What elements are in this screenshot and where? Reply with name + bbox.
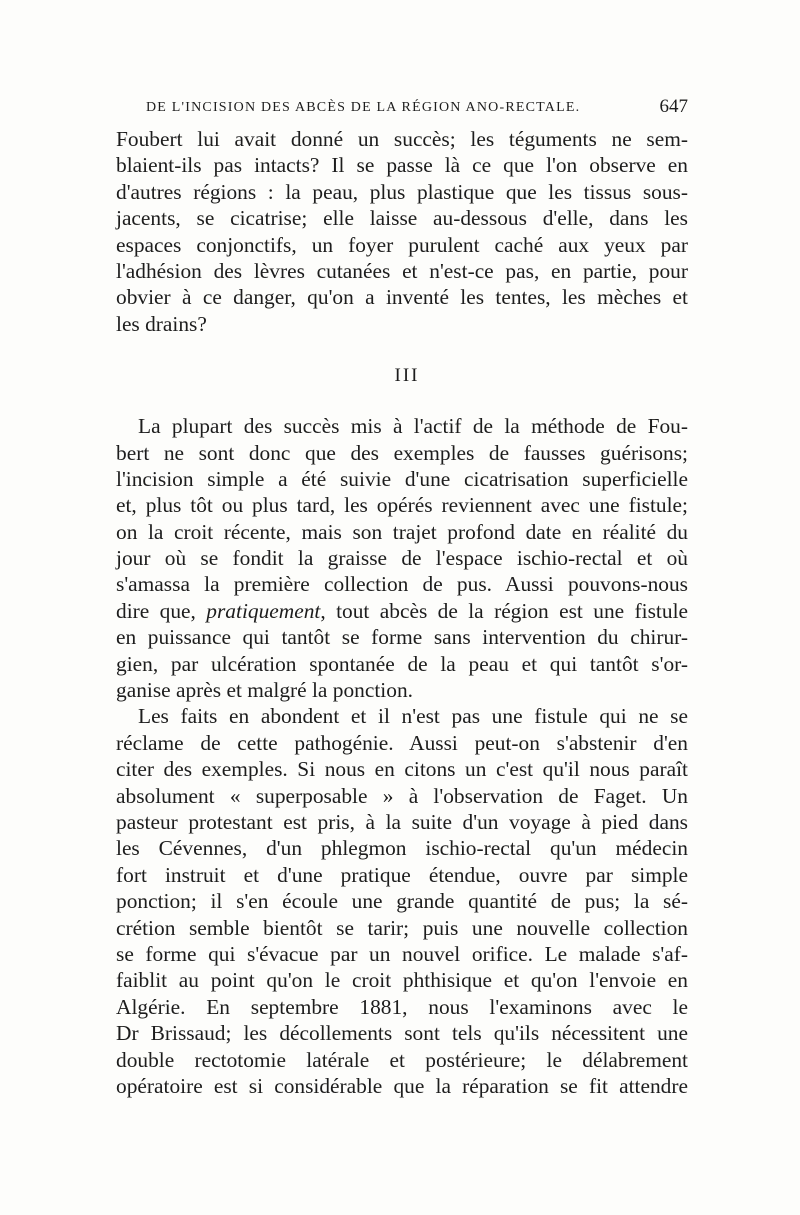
text-line: ponction; il s'en écoule une grande quantité de pus; la sé- — [116, 889, 688, 914]
text-line: s'amassa la première collection de pus. Aussi pouvons-nous — [116, 572, 688, 597]
paragraph-1 — [116, 126, 688, 337]
text-line: les drains? — [116, 311, 207, 336]
text-line: jour où se fondit la graisse de l'espace ischio-rectal et où — [116, 546, 688, 571]
text-line: bert ne sont donc que des exemples de fausses guérisons; — [116, 440, 688, 465]
text-line: Dr Brissaud; les décollements sont tels qu'ils nécessitent une — [116, 1021, 688, 1046]
text-line: blaient-ils pas intacts? Il se passe là ce que l'on observe en — [116, 153, 688, 178]
text-line: absolument « superposable » à l'observation de Faget. Un — [116, 783, 688, 808]
text-line: double rectotomie latérale et postérieure; le délabrement — [116, 1047, 688, 1072]
paragraph-2 — [116, 413, 688, 703]
paragraph-3 — [116, 703, 688, 1099]
text-line: d'autres régions : la peau, plus plastique que les tissus sous- — [116, 179, 688, 204]
text-line: Foubert lui avait donné un succès; les téguments ne sem- — [116, 127, 688, 151]
text-line: en puissance qui tantôt se forme sans intervention du chirur- — [116, 625, 688, 650]
text-line: ganise après et malgré la ponction. — [116, 678, 413, 703]
running-title: DE L'INCISION DES ABCÈS DE LA RÉGION ANO-RECTALE. — [146, 100, 581, 115]
text-line: citer des exemples. Si nous en citons un c'est qu'il nous paraît — [116, 757, 688, 782]
text-line: pasteur protestant est pris, à la suite d'un voyage à pied dans — [116, 809, 688, 834]
text-line: Algérie. En septembre 1881, nous l'examinons avec le — [116, 994, 688, 1019]
text-line: et, plus tôt ou plus tard, les opérés reviennent avec une fistule; — [116, 493, 688, 518]
book-page — [116, 92, 688, 1099]
text-line: les Cévennes, d'un phlegmon ischio-rectal qu'un médecin — [116, 836, 688, 861]
text-line-italic — [116, 598, 688, 624]
text-line: faiblit au point qu'on le croit phthisique et qu'on l'envoie en — [116, 968, 688, 993]
body-text — [116, 126, 688, 1099]
section-heading: III — [394, 365, 420, 387]
text-segment: , tout abcès de la région est une fistule — [320, 598, 689, 623]
text-segment: dire que, — [116, 598, 207, 623]
text-line: se forme qui s'évacue par un nouvel orifice. Le malade s'af- — [116, 941, 688, 966]
text-line: espaces conjonctifs, un foyer purulent caché aux yeux par — [116, 232, 688, 257]
page-number: 647 — [659, 96, 688, 117]
text-line: crétion semble bientôt se tarir; puis une nouvelle collection — [116, 915, 688, 940]
text-line: gien, par ulcération spontanée de la peau et qui tantôt s'or- — [116, 651, 688, 676]
text-line: on la croit récente, mais son trajet profond date en réalité du — [116, 519, 688, 544]
text-line: l'adhésion des lèvres cutanées et n'est-ce pas, en partie, pour — [116, 258, 688, 283]
text-line: l'incision simple a été suivie d'une cicatrisation superficielle — [116, 466, 688, 491]
text-line: opératoire est si considérable que la réparation se fit attendre — [116, 1073, 688, 1098]
text-line: réclame de cette pathogénie. Aussi peut-on s'abstenir d'en — [116, 730, 688, 755]
text-line: Les faits en abondent et il n'est pas une fistule qui ne se — [138, 704, 688, 729]
text-line: La plupart des succès mis à l'actif de la méthode de Fou- — [138, 414, 688, 439]
text-line: obvier à ce danger, qu'on a inventé les tentes, les mèches et — [116, 285, 688, 310]
text-line: fort instruit et d'une pratique étendue, ouvre par simple — [116, 862, 688, 887]
italic-term: pratiquement — [206, 598, 321, 623]
running-head — [116, 92, 688, 126]
text-line: jacents, se cicatrise; elle laisse au-dessous d'elle, dans les — [116, 206, 688, 231]
